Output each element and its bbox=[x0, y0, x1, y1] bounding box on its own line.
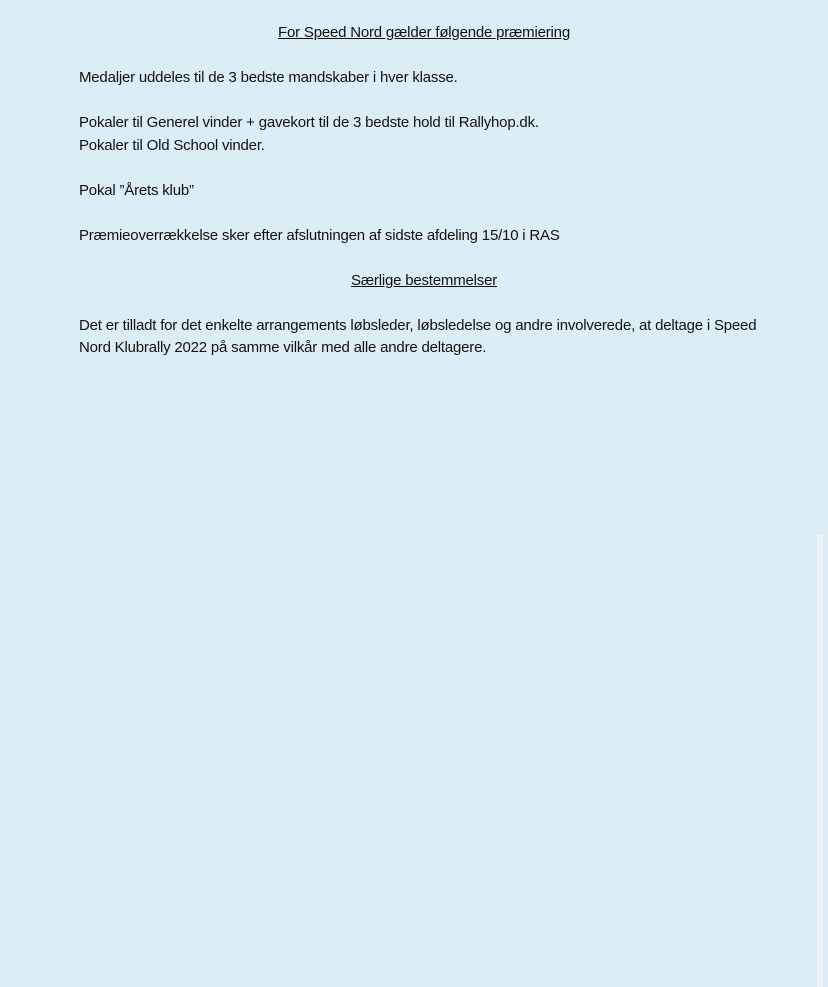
medals-paragraph: Medaljer uddeles til de 3 bedste mandskaber i hver klasse. bbox=[79, 69, 458, 86]
spacer bbox=[79, 202, 769, 225]
spacer bbox=[79, 45, 769, 68]
spacer bbox=[79, 157, 769, 180]
trophy-club-line: Pokal ”Årets klub” bbox=[79, 181, 194, 199]
special-rules-paragraph: Det er tilladt for det enkelte arrangements løbsleder, løbsledelse og andre involverede, at deltage i Speed Nord Klubrally 2022 på samme vilkår med alle andre deltagere. bbox=[79, 316, 757, 356]
spacer bbox=[79, 292, 769, 315]
spacer bbox=[79, 247, 769, 270]
special-rules-heading: Særlige bestemmelser bbox=[350, 271, 498, 289]
prizes-heading: For Speed Nord gælder følgende præmiering bbox=[278, 24, 570, 41]
document-content bbox=[79, 22, 769, 360]
spacer bbox=[79, 90, 769, 113]
trophies-general-line: Pokaler til Generel vinder + gavekort til de 3 bedste hold til Rallyhop.dk. bbox=[79, 114, 539, 131]
ceremony-paragraph: Præmieoverrækkelse sker efter afslutningen af sidste afdeling 15/10 i RAS bbox=[79, 226, 560, 244]
trophies-old-school-line: Pokaler til Old School vinder. bbox=[79, 136, 265, 154]
scrollbar-track[interactable] bbox=[817, 535, 823, 987]
